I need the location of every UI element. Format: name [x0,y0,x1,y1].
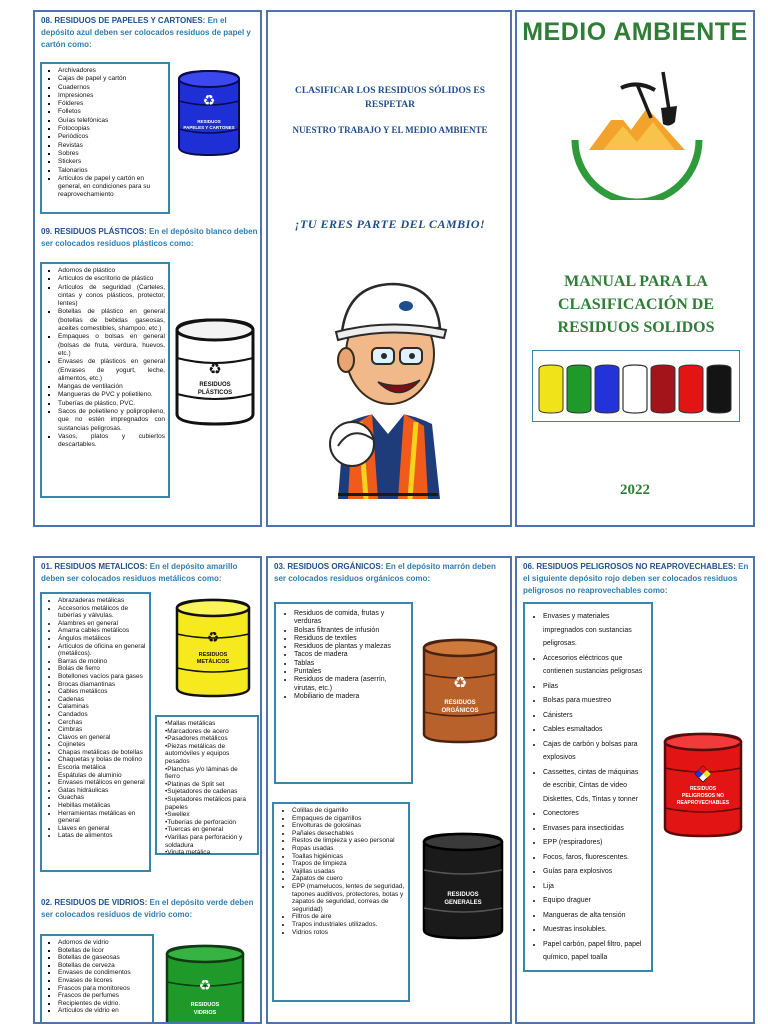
panel-hazardous [515,556,755,1024]
list-item: ▪ Botellas de cerveza [58,962,149,970]
list-item: ▪ Recipientes de vidrio. [58,1000,149,1008]
list-item: ▪ Sobres [58,150,165,158]
section-title-papers [41,15,258,51]
list-item: • Accesorios eléctricos que contienen sustancias peligrosas [543,652,648,679]
list-item: ▪ Frascos para monitoreos [58,985,149,993]
blue-mini-barrel-icon [595,365,619,413]
red-barrel-icon [661,730,745,842]
list-item: • Barras de molino [58,658,146,666]
list-item: ▪ Periódicos [58,133,165,141]
list-item: • Filtros de aire [292,913,405,921]
list-item: • EPP (mamelucos, lentes de seguridad, tapones auditivos, protectores, botas y zapatos de seguridad, correas de seguridad) [292,883,405,913]
list-item: • Bolas de fierro [58,665,146,673]
list-item: ▪ Mangas de ventilación [58,383,165,391]
list-item: • Abrazaderas metálicas [58,597,146,605]
red-mini-barrel-icon [679,365,703,413]
list-item: • Envolturas de golosinas [292,822,405,830]
colored-barrels-row [533,351,739,421]
organic-list-box [274,602,413,784]
list-item: ▪ Archivadores [58,67,165,75]
list-item: • Trapos de limpieza [292,860,405,868]
red-barrel-label-2: PELIGROSOS NO [682,793,724,799]
brown-barrel-label-2: ORGÁNICOS [441,708,479,714]
yellow-barrel-icon [173,596,253,700]
list-item: ▪ Botellas de plástico en general (botellas de bebidas gaseosas, aceites comestibles, shampoo, etc.) [58,308,165,333]
list-item: ▪ Cajas de papel y cartón [58,75,165,83]
black-barrel-label-1: RESIDUOS [447,892,479,898]
list-item: • Chaquetas y bolas de molino [58,756,146,764]
list-item: ▪ Impresiones [58,92,165,100]
list-item: • Cánisters [543,709,648,723]
list-item: • Empaques de cigarrillos [292,815,405,823]
list-item: • Hebillas metálicas [58,802,146,810]
section-title-glass [41,897,258,921]
list-item: •Sujetadores de cadenas [165,788,238,796]
list-item: •Mallas metálicas [165,720,216,727]
list-item: • Cajas de carbón y bolsas para explosivos [543,738,648,765]
list-item: • Mangueras de alta tensión [543,909,648,923]
svg-text:♻: ♻ [208,360,222,378]
svg-text:♻: ♻ [452,673,468,692]
plastics-list [48,267,165,450]
hazardous-desc: En el siguiente depósito rojo deben ser colocados residuos peligrosos no reaprovechables como: [523,562,749,595]
list-item: • Equipo draguer [543,894,648,908]
list-item: ▪ Folletos [58,108,165,116]
list-item: ▪ Sacos de polietileno y polipropileno, que no estén impregnados con sustancias peligrosas. [58,408,165,433]
list-item: • Brocas diamantinas [58,681,146,689]
blue-barrel-icon [175,67,243,159]
list-item: • Cimbras [58,726,146,734]
list-item: • Bolsas filtrantes de infusión [294,627,408,635]
organic-list [282,610,408,701]
list-item: • Restos de limpieza y aseo personal [292,837,405,845]
list-item: • Residuos de comida, frutas y verduras [294,610,408,627]
panel-cover-middle [266,10,512,527]
brown-barrel-label-1: RESIDUOS [444,700,476,706]
list-item: • Llaves en general [58,825,146,833]
list-item: •Pasadores metálicos [165,735,228,743]
brown-barrel-icon [420,636,500,748]
worker-mascot-illustration [308,274,468,499]
list-item: • Amarra cables metálicos [58,627,146,635]
list-item: • Lija [543,880,648,894]
darkred-mini-barrel-icon [651,365,675,413]
list-item: • Pañales desechables [292,830,405,838]
list-item: ▪ Fotocopias [58,125,165,133]
plastics-list-box [40,262,170,498]
glass-list [48,939,149,1015]
section-title-organic [274,561,508,585]
list-item: • Espátulas de aluminio [58,772,146,780]
papers-list-box [40,62,170,214]
list-item: • Focos, faros, fluorescentes. [543,851,648,865]
list-item: • Escoria metálica [58,764,146,772]
list-item: • Tablas [294,660,408,668]
plastics-desc: En el depósito blanco deben ser colocados residuos plásticos como: [41,227,258,248]
blue-barrel-label-2: PAPELES Y CARTONES [183,125,235,130]
main-title: MEDIO AMBIENTE [522,18,748,46]
green-barrel-label-2: VIDRIOS [193,1010,217,1016]
list-item: • Papel carbón, papel filtro, papel químico, papel toalla [543,938,648,965]
glass-list-box [40,934,154,1024]
list-item: • Bolsas para muestreo [543,694,648,708]
panel-metals-glass [33,556,262,1024]
svg-text:♻: ♻ [206,630,220,646]
list-item: •Sujetadores metálicos para papeles [165,795,247,811]
metals-list-box [40,592,151,872]
section-title-plastics [41,226,258,250]
list-item: •Swellex [165,811,190,819]
list-item: •Planchas y/o láminas de fierro [165,765,238,781]
list-item: • Ropas usadas [292,845,405,853]
list-item: ▪ Cuadernos [58,84,165,92]
list-item: • Candados [58,711,146,719]
section-title-metals [41,561,258,585]
list-item: • Trapos industriales utilizados. [292,921,405,929]
svg-text:♻: ♻ [202,93,216,109]
organic-desc: En el depósito marrón deben ser colocados residuos orgánicos como: [274,562,496,583]
list-item: •Viruta metálica [165,849,211,857]
list-item: • Gatas hidráulicas [58,787,146,795]
hazardous-title: 06. RESIDUOS PELIGROSOS NO REAPROVECHABLES: [523,562,736,571]
list-item: ▪ Adornos de plástico [58,267,165,275]
list-item: • Vajillas usadas [292,868,405,876]
list-item: •Tuberías de perforación [165,818,237,826]
hazardous-list [531,610,648,965]
svg-text:♻: ♻ [198,978,212,994]
green-mini-barrel-icon [567,365,591,413]
metals-list [48,597,146,840]
list-item: • EPP (respiradores) [543,836,648,850]
metals-list-box-2 [155,715,259,855]
list-item: • Chapas metálicas de botellas [58,749,146,757]
list-item: • Vidrios rotos [292,929,405,937]
general-list-box [272,802,410,1002]
yellow-mini-barrel-icon [539,365,563,413]
white-barrel-label-1: RESIDUOS [199,382,231,388]
year: 2022 [620,482,650,498]
list-item: • Envases y materiales impregnados con sustancias peligrosas. [543,610,648,651]
panel-organic-general [266,556,512,1024]
black-mini-barrel-icon [707,365,731,413]
manual-subtitle: MANUAL PARA LA CLASIFICACIÓN DE RESIDUOS SOLIDOS [557,273,715,336]
list-item: • Conectores [543,807,648,821]
red-barrel-label-1: RESIDUOS [689,786,717,792]
barrels-row-box [532,350,740,422]
list-item: ▪ Botellas de licor [58,947,149,955]
list-item: • Guías para explosivos [543,865,648,879]
metals-list-2 [163,720,254,857]
metals-desc: En el depósito amarillo deben ser colocados residuos metálicos como: [41,562,238,583]
list-item: ▪ Artículos de vidrio en [58,1007,149,1015]
black-barrel-icon [420,830,506,944]
general-list [280,807,405,936]
list-item: • Cassettes, cintas de máquinas de escribir, Cintas de video Diskettes, Cds, Tintas y tonner [543,766,648,807]
list-item: • Cables metálicos [58,688,146,696]
list-item: • Zapatos de cuero [292,875,405,883]
glass-desc: En el depósito verde deben ser colocados residuos de vidrio como: [41,898,254,919]
list-item: ▪ Envases de plásticos en general (Envases de yogurt, leche, alimentos, etc.) [58,358,165,383]
yellow-barrel-label-1: RESIDUOS [198,652,228,658]
list-item: • Cables esmaltados [543,723,648,737]
organic-title: 03. RESIDUOS ORGÁNICOS: [274,562,384,571]
list-item: ▪ Stickers [58,158,165,166]
list-item: • Cadenas [58,696,146,704]
list-item: ▪ Fólderes [58,100,165,108]
list-item: ▪ Adornos de vidrio [58,939,149,947]
list-item: • Ángulos metálicos [58,635,146,643]
list-item: ▪ Artículos de escritorio de plástico [58,275,165,283]
list-item: • Mobiliario de madera [294,693,408,701]
list-item: • Clavos en general [58,734,146,742]
list-item: • Latas de alimentos [58,832,146,840]
red-barrel-label-3: REAPROVECHABLES [676,800,730,806]
list-item: ▪ Vasos, platos y cubiertos descartables. [58,433,165,450]
panel-papers-plastics [33,10,262,527]
yellow-barrel-label-2: METÁLICOS [196,659,230,665]
tagline-2: NUESTRO TRABAJO Y EL MEDIO AMBIENTE [292,125,488,135]
list-item: • Muestras insolubles. [543,923,648,937]
slogan: ¡TU ERES PARTE DEL CAMBIO! [294,217,486,231]
list-item: • Accesorios metálicos de tuberías y válvulas. [58,605,146,620]
tagline-1: CLASIFICAR LOS RESIDUOS SÓLIDOS ES RESPETAR [294,86,486,110]
list-item: • Cojinetes [58,741,146,749]
hazardous-list-box [523,602,653,972]
list-item: •Piezas metálicas de automóviles y equipos pesados [165,742,230,765]
list-item: • Residuos de plantas y malezas [294,643,408,651]
list-item: ▪ Envases de licores [58,977,149,985]
green-barrel-label-1: RESIDUOS [190,1002,220,1008]
list-item: • Residuos de madera (aserrín, virutas, etc.) [294,676,408,693]
list-item: • Cerchas [58,719,146,727]
mountain-tools-logo [567,60,707,200]
list-item: •Tuercas en general [165,826,224,834]
list-item: • Toallas higiénicas [292,853,405,861]
list-item: ▪ Empaques o bolsas en general (bolsas de fruta, verdura, huevos, etc.) [58,333,165,358]
list-item: • Envases metálicos en general [58,779,146,787]
list-item: •Varillas para perforación y soldadura [165,833,243,849]
list-item: ▪ Tuberías de plástico, PVC. [58,400,165,408]
papers-title: 08. RESIDUOS DE PAPELES Y CARTONES: [41,16,206,25]
metals-title: 01. RESIDUOS METALICOS: [41,562,148,571]
list-item: ▪ Artículos de papel y cartón en general, en condiciones para su reaprovechamiento [58,175,165,200]
white-barrel-label-2: PLÁSTICOS [197,390,233,396]
list-item: • Herramientas metálicas en general [58,810,146,825]
blue-barrel-label-1: RESIDUOS [197,119,221,124]
list-item: •Marcadores de acero [165,727,229,735]
panel-cover-front [515,10,755,527]
list-item: ▪ Talonarios [58,167,165,175]
papers-desc: En el depósito azul deben ser colocados residuos de papel y cartón como: [41,16,251,49]
list-item: ▪ Mangueras de PVC y polietileno. [58,391,165,399]
green-barrel-icon [163,942,247,1024]
list-item: ▪ Artículos de seguridad (Carteles, cintas y conos plásticos, protector, lentes) [58,284,165,309]
list-item: ▪ Frascos de perfumes [58,992,149,1000]
white-mini-barrel-icon [623,365,647,413]
list-item: ▪ Botellas de gaseosas [58,954,149,962]
list-item: • Botellones vacíos para gases [58,673,146,681]
list-item: • Puntales [294,668,408,676]
list-item: ▪ Guías telefónicas [58,117,165,125]
list-item: • Residuos de textiles [294,635,408,643]
list-item: ▪ Revistas [58,142,165,150]
list-item: • Tacos de madera [294,651,408,659]
list-item: • Alambres en general [58,620,146,628]
list-item: • Pilas [543,680,648,694]
list-item: •Platinas de Split set [165,780,225,788]
list-item: • Envases para insecticidas [543,822,648,836]
list-item: • Calaminas [58,703,146,711]
black-barrel-label-2: GENERALES [444,900,482,906]
list-item: ▪ Envases de condimentos [58,969,149,977]
papers-list [48,67,165,200]
list-item: • Guachas [58,794,146,802]
white-barrel-icon [173,316,257,428]
plastics-title: 09. RESIDUOS PLÁSTICOS: [41,227,147,236]
section-title-hazardous [523,561,751,597]
list-item: • Artículos de oficina en general (metálicos). [58,643,146,658]
glass-title: 02. RESIDUOS DE VIDRIOS: [41,898,148,907]
list-item: • Colillas de cigarrillo [292,807,405,815]
